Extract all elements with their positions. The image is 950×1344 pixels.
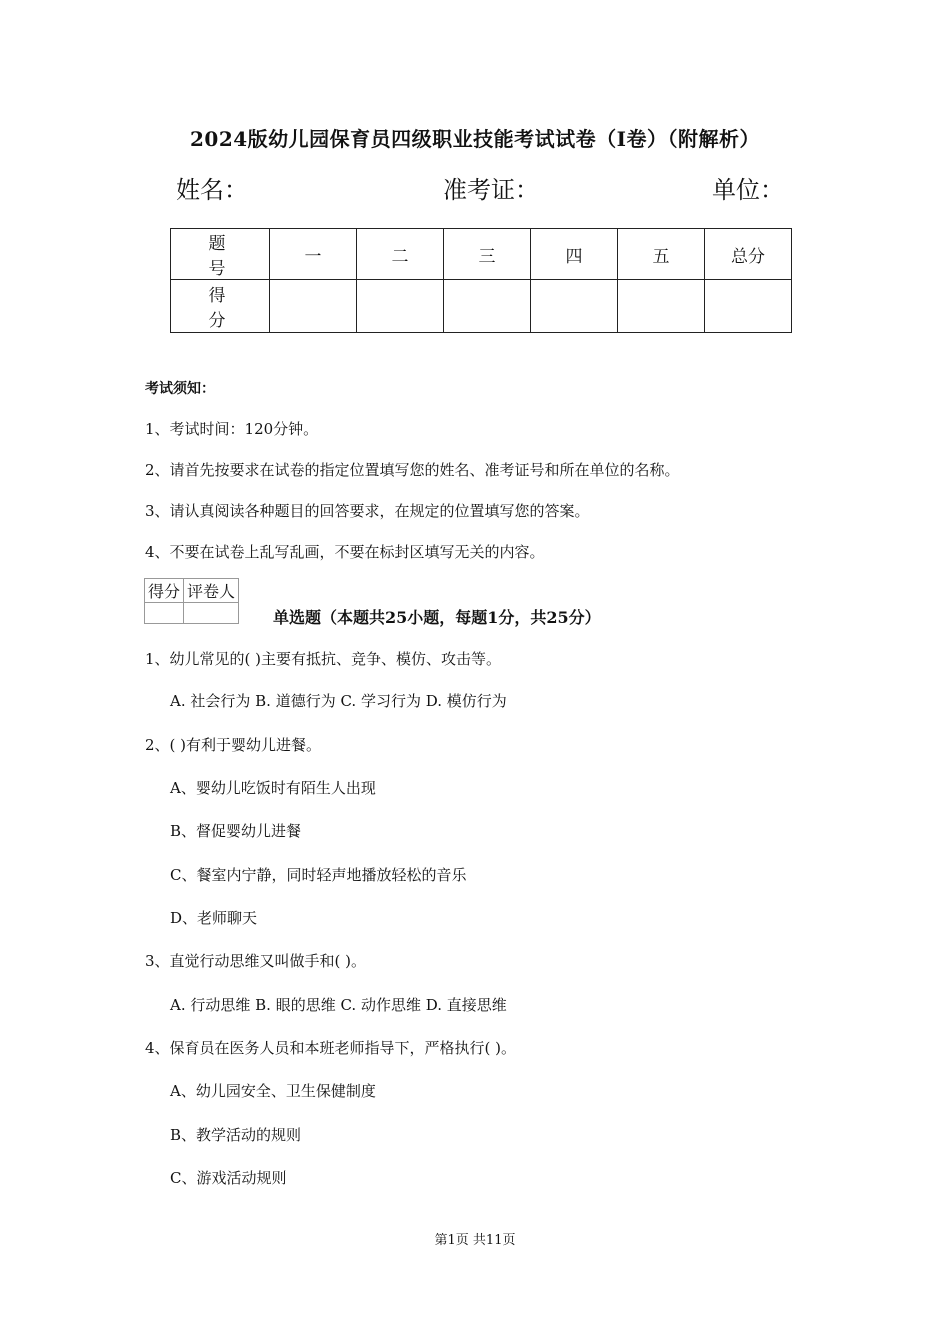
score-cell-1[interactable] xyxy=(270,280,357,333)
grader-reviewer-cell[interactable] xyxy=(184,603,239,624)
score-table-col-3: 三 xyxy=(444,229,531,280)
notice-item: 1、考试时间：120分钟。 xyxy=(145,420,319,438)
score-cell-3[interactable] xyxy=(444,280,531,333)
question-stem: 2、( )有利于婴幼儿进餐。 xyxy=(145,736,322,754)
score-table-col-1: 一 xyxy=(270,229,357,280)
name-field-label: 姓名： xyxy=(176,176,248,204)
unit-field-label: 单位： xyxy=(712,176,784,204)
score-cell-total[interactable] xyxy=(705,280,792,333)
question-option: A、婴幼儿吃饭时有陌生人出现 xyxy=(170,779,376,797)
question-stem: 3、直觉行动思维又叫做手和( )。 xyxy=(145,952,367,970)
section-title: 单选题（本题共25小题，每题1分，共25分） xyxy=(273,608,601,627)
grader-reviewer-label: 评卷人 xyxy=(184,579,239,603)
question-stem: 1、幼儿常见的( )主要有抵抗、竞争、模仿、攻击等。 xyxy=(145,650,502,668)
question-option: C、游戏活动规则 xyxy=(170,1169,287,1187)
notice-item: 3、请认真阅读各种题目的回答要求，在规定的位置填写您的答案。 xyxy=(145,502,590,520)
exam-title: 2024版幼儿园保育员四级职业技能考试试卷（I卷）（附解析） xyxy=(189,127,761,151)
score-table-col-total: 总分 xyxy=(705,229,792,280)
score-cell-2[interactable] xyxy=(357,280,444,333)
question-option: B、教学活动的规则 xyxy=(170,1126,302,1144)
score-table-header-label: 题 号 xyxy=(171,229,270,280)
score-table-col-5: 五 xyxy=(618,229,705,280)
grader-score-label: 得分 xyxy=(145,579,184,603)
score-table-header-row xyxy=(171,229,792,280)
question-option: C、餐室内宁静，同时轻声地播放轻松的音乐 xyxy=(170,866,467,884)
question-option: B、督促婴幼儿进餐 xyxy=(170,822,302,840)
notice-item: 4、不要在试卷上乱写乱画，不要在标封区填写无关的内容。 xyxy=(145,543,545,561)
notice-heading: 考试须知： xyxy=(145,381,215,397)
score-cell-5[interactable] xyxy=(618,280,705,333)
question-options: A. 社会行为 B. 道德行为 C. 学习行为 D. 模仿行为 xyxy=(170,692,507,710)
exam-id-field-label: 准考证： xyxy=(443,176,539,204)
score-cell-4[interactable] xyxy=(531,280,618,333)
notice-item: 2、请首先按要求在试卷的指定位置填写您的姓名、准考证号和所在单位的名称。 xyxy=(145,461,680,479)
question-option: A、幼儿园安全、卫生保健制度 xyxy=(170,1082,376,1100)
question-stem: 4、保育员在医务人员和本班老师指导下，严格执行( )。 xyxy=(145,1039,517,1057)
page-footer: 第1页 共11页 xyxy=(434,1233,516,1248)
score-table-col-4: 四 xyxy=(531,229,618,280)
score-table xyxy=(170,228,792,333)
score-table-row-label: 得 分 xyxy=(171,280,270,333)
grader-score-cell[interactable] xyxy=(145,603,184,624)
question-options: A. 行动思维 B. 眼的思维 C. 动作思维 D. 直接思维 xyxy=(170,996,507,1014)
grader-box xyxy=(144,578,239,624)
score-table-col-2: 二 xyxy=(357,229,444,280)
question-option: D、老师聊天 xyxy=(170,909,258,927)
score-table-score-row xyxy=(171,280,792,333)
